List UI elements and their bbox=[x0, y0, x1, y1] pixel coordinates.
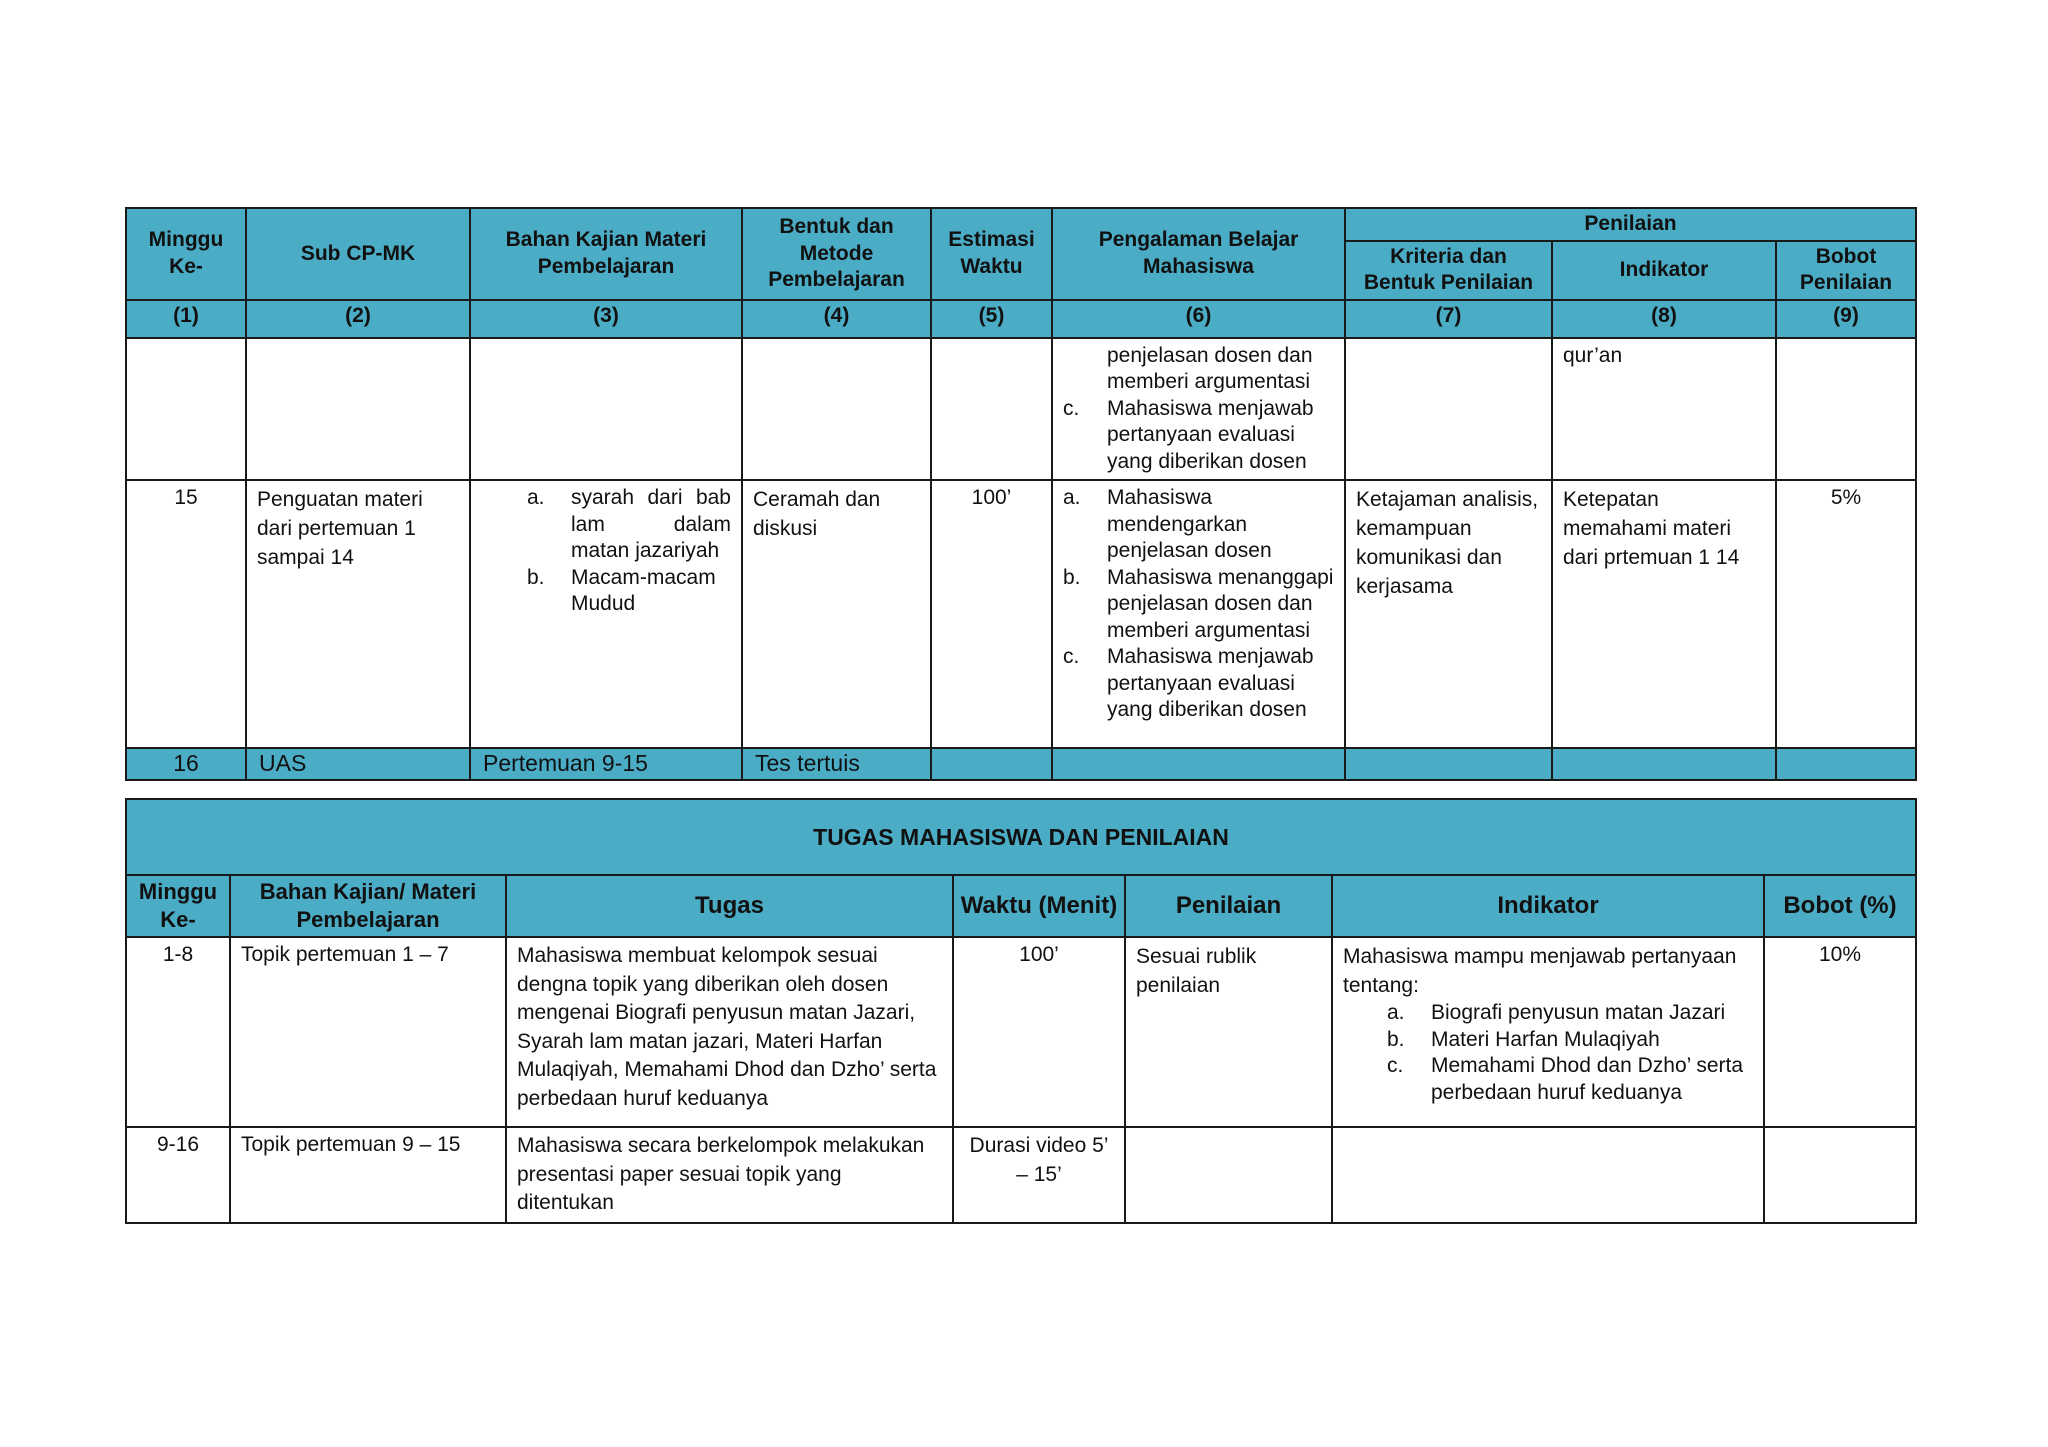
table-row bbox=[126, 937, 1916, 1127]
list-item bbox=[1063, 644, 1334, 724]
cell-empty bbox=[742, 338, 931, 481]
table-row bbox=[126, 1127, 1916, 1223]
list-text: Mahasiswa mendengarkan penjelasan dosen bbox=[1107, 486, 1272, 562]
list-marker: c. bbox=[1063, 645, 1080, 668]
list-text: Mahasiswa menjawab pertanyaan evaluasi yang diberikan dosen bbox=[1107, 396, 1314, 473]
list-text: Biografi penyusun matan Jazari bbox=[1431, 1001, 1726, 1024]
list-item bbox=[527, 485, 731, 565]
cell-empty bbox=[1052, 748, 1345, 780]
cell-empty bbox=[1764, 1127, 1916, 1223]
cell-empty bbox=[931, 338, 1052, 481]
cell-minggu: 9-16 bbox=[126, 1127, 230, 1223]
cell-empty bbox=[246, 338, 470, 481]
list bbox=[1063, 396, 1334, 476]
list-item bbox=[1063, 396, 1334, 476]
list bbox=[1063, 485, 1334, 724]
cell-empty bbox=[470, 338, 742, 481]
cell-bahan: Pertemuan 9-15 bbox=[470, 748, 742, 780]
cell-empty bbox=[1776, 748, 1916, 780]
cell-tugas: Mahasiswa membuat kelompok sesuai dengna topik yang diberikan oleh dosen mengenai Biografi penyusun matan Jazari, Syarah lam matan jazari, Materi Harfan Mulaqiyah, Memahami Dhod dan Dzho’ serta perbedaan huruf keduanya bbox=[506, 937, 953, 1127]
list-item bbox=[1063, 565, 1334, 645]
cell-indikator: qur’an bbox=[1552, 338, 1776, 481]
cell-waktu: 100’ bbox=[953, 937, 1125, 1127]
table-row bbox=[126, 480, 1916, 748]
rps-table bbox=[125, 207, 1917, 781]
header-penilaian: Penilaian bbox=[1345, 208, 1916, 241]
cell-kriteria: Ketajaman analisis, kemampuan komunikasi dan kerjasama bbox=[1345, 480, 1552, 748]
indikator-intro: Mahasiswa mampu menjawab pertanyaan tentang: bbox=[1343, 945, 1737, 997]
list-item bbox=[1387, 1027, 1753, 1054]
cell-indikator: Ketepatan memahami materi dari prtemuan 1 14 bbox=[1552, 480, 1776, 748]
header-minggu: Minggu Ke- bbox=[126, 875, 230, 937]
col-number: (7) bbox=[1345, 300, 1552, 338]
list-item bbox=[527, 565, 731, 618]
cell-indikator bbox=[1332, 937, 1764, 1127]
cell-sub-cpmk: Penguatan materi dari pertemuan 1 sampai 14 bbox=[246, 480, 470, 748]
header-indikator: Indikator bbox=[1552, 241, 1776, 300]
cell-bentuk: Ceramah dan diskusi bbox=[742, 480, 931, 748]
list-text: Mahasiswa menanggapi penjelasan dosen dan memberi argumentasi bbox=[1107, 565, 1334, 642]
list bbox=[1343, 1000, 1753, 1106]
list-item bbox=[1387, 1053, 1753, 1106]
cell-empty bbox=[1345, 338, 1552, 481]
table-title: TUGAS MAHASISWA DAN PENILAIAN bbox=[126, 799, 1916, 875]
header-bentuk-metode: Bentuk dan Metode Pembelajaran bbox=[742, 208, 931, 300]
header-tugas: Tugas bbox=[506, 875, 953, 937]
header-estimasi-waktu: Estimasi Waktu bbox=[931, 208, 1052, 300]
list-marker: a. bbox=[1387, 1001, 1405, 1024]
header-bahan-kajian: Bahan Kajian/ Materi Pembelajaran bbox=[230, 875, 506, 937]
cell-empty bbox=[1345, 748, 1552, 780]
list-marker: c. bbox=[1387, 1054, 1404, 1077]
list-text: syarah dari bab lam dalam matan jazariyah bbox=[571, 486, 731, 562]
cell-bahan bbox=[470, 480, 742, 748]
list-marker: b. bbox=[527, 565, 545, 589]
cell-empty bbox=[1332, 1127, 1764, 1223]
cell-penilaian: Sesuai rublik penilaian bbox=[1125, 937, 1332, 1127]
list-text: Memahami Dhod dan Dzho’ serta perbedaan huruf keduanya bbox=[1431, 1054, 1744, 1104]
cell-empty bbox=[1776, 338, 1916, 481]
cell-tugas: Mahasiswa secara berkelompok melakukan presentasi paper sesuai topik yang ditentukan bbox=[506, 1127, 953, 1223]
cell-empty bbox=[126, 338, 246, 481]
cell-waktu: Durasi video 5’ – 15’ bbox=[953, 1127, 1125, 1223]
list-marker: a. bbox=[527, 486, 545, 509]
continued-text: penjelasan dosen dan memberi argumentasi bbox=[1107, 343, 1313, 393]
cell-bentuk: Tes tertuis bbox=[742, 748, 931, 780]
cell-pengalaman bbox=[1052, 338, 1345, 481]
header-minggu: Minggu Ke- bbox=[126, 208, 246, 300]
col-number: (4) bbox=[742, 300, 931, 338]
col-number: (8) bbox=[1552, 300, 1776, 338]
cell-bahan: Topik pertemuan 9 – 15 bbox=[230, 1127, 506, 1223]
cell-pengalaman bbox=[1052, 480, 1345, 748]
table-row bbox=[126, 748, 1916, 780]
list bbox=[481, 485, 731, 618]
header-bahan-kajian: Bahan Kajian Materi Pembelajaran bbox=[470, 208, 742, 300]
cell-minggu: 15 bbox=[126, 480, 246, 748]
list-marker: b. bbox=[1063, 565, 1081, 589]
list-marker: a. bbox=[1063, 486, 1081, 509]
header-indikator: Indikator bbox=[1332, 875, 1764, 937]
list-item bbox=[1387, 1000, 1753, 1027]
cell-bobot: 10% bbox=[1764, 937, 1916, 1127]
cell-empty bbox=[931, 748, 1052, 780]
col-number: (6) bbox=[1052, 300, 1345, 338]
table-row bbox=[126, 338, 1916, 481]
header-bobot: Bobot Penilaian bbox=[1776, 241, 1916, 300]
col-number: (5) bbox=[931, 300, 1052, 338]
header-sub-cpmk: Sub CP-MK bbox=[246, 208, 470, 300]
tugas-table bbox=[125, 798, 1917, 1224]
cell-minggu: 1-8 bbox=[126, 937, 230, 1127]
header-pengalaman-belajar: Pengalaman Belajar Mahasiswa bbox=[1052, 208, 1345, 300]
cell-sub-cpmk: UAS bbox=[246, 748, 470, 780]
list-marker: b. bbox=[1387, 1027, 1405, 1051]
header-kriteria: Kriteria dan Bentuk Penilaian bbox=[1345, 241, 1552, 300]
cell-estimasi: 100’ bbox=[931, 480, 1052, 748]
col-number: (3) bbox=[470, 300, 742, 338]
header-bobot: Bobot (%) bbox=[1764, 875, 1916, 937]
cell-empty bbox=[1125, 1127, 1332, 1223]
col-number: (9) bbox=[1776, 300, 1916, 338]
list-text: Materi Harfan Mulaqiyah bbox=[1431, 1027, 1660, 1051]
cell-minggu: 16 bbox=[126, 748, 246, 780]
header-waktu: Waktu (Menit) bbox=[953, 875, 1125, 937]
list-text: Macam-macam Mudud bbox=[571, 565, 716, 615]
cell-bahan: Topik pertemuan 1 – 7 bbox=[230, 937, 506, 1127]
cell-empty bbox=[1552, 748, 1776, 780]
list-item bbox=[1063, 485, 1334, 565]
col-number: (1) bbox=[126, 300, 246, 338]
col-number: (2) bbox=[246, 300, 470, 338]
list-text: Mahasiswa menjawab pertanyaan evaluasi yang diberikan dosen bbox=[1107, 645, 1314, 721]
header-penilaian: Penilaian bbox=[1125, 875, 1332, 937]
list-marker: c. bbox=[1063, 396, 1080, 420]
cell-bobot: 5% bbox=[1776, 480, 1916, 748]
